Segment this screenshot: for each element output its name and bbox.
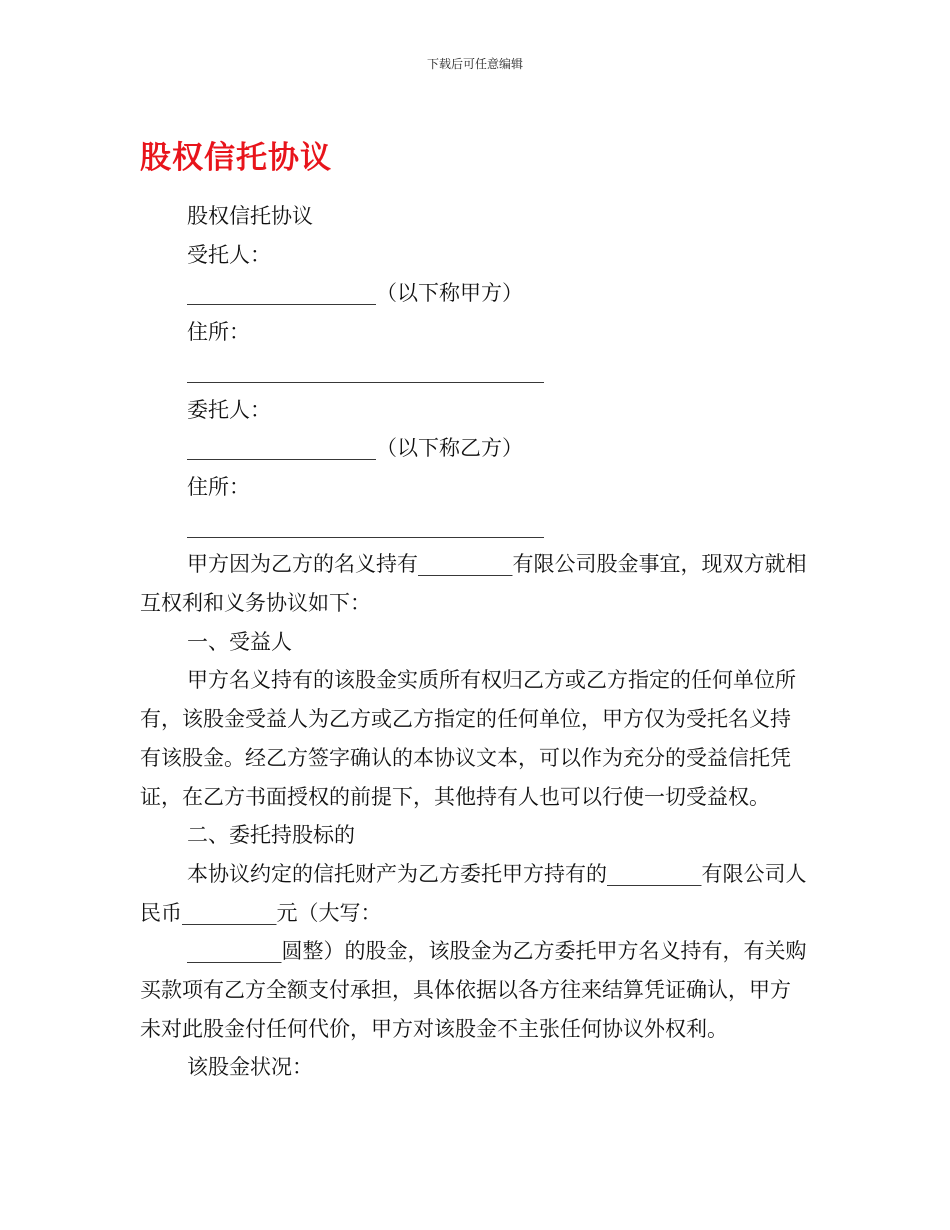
section-2-body-2: _________圆整）的股金，该股金为乙方委托甲方名义持有，有关购买款项有乙方全额支付承担，具体依据以各方往来结算凭证确认，甲方未对此股金付任何代价，甲方对该股金不主张任何协议外权利。	[140, 939, 807, 1041]
document-title: 股权信托协议	[140, 140, 332, 176]
trustor-address-blank: __________________________________	[187, 513, 544, 538]
section-1-body: 甲方名义持有的该股金实质所有权归乙方或乙方指定的任何单位所有，该股金受益人为乙方或乙方指定的任何单位，甲方仅为受托名义持有该股金。经乙方签字确认的本协议文本，可以作为充分的受益信托凭证，在乙方书面授权的前提下，其他持有人也可以行使一切受益权。	[140, 668, 796, 809]
preamble-paragraph: 甲方因为乙方的名义持有_________有限公司股金事宜，现双方就相互权利和义务协议如下：	[140, 552, 807, 616]
header-note: 下载后可任意编辑	[426, 57, 523, 71]
trustee-address-label: 住所：	[187, 320, 250, 345]
trustor-name-blank: __________________（以下称乙方）	[187, 436, 523, 461]
trustor-address-label: 住所：	[187, 474, 250, 499]
stock-status-label: 该股金状况：	[187, 1055, 313, 1080]
document-body	[140, 197, 810, 1087]
trustee-address-blank: __________________________________	[187, 358, 544, 383]
section-2-heading: 二、委托持股标的	[187, 823, 355, 848]
trustee-name-blank: __________________（以下称甲方）	[187, 281, 523, 306]
subtitle-paragraph: 股权信托协议	[187, 204, 313, 228]
trustor-label: 委托人：	[187, 397, 271, 422]
section-2-body-1: 本协议约定的信托财产为乙方委托甲方持有的_________有限公司人民币_________元（大写：	[140, 861, 807, 925]
trustee-label: 受托人：	[187, 242, 271, 267]
section-1-heading: 一、受益人	[187, 629, 292, 654]
